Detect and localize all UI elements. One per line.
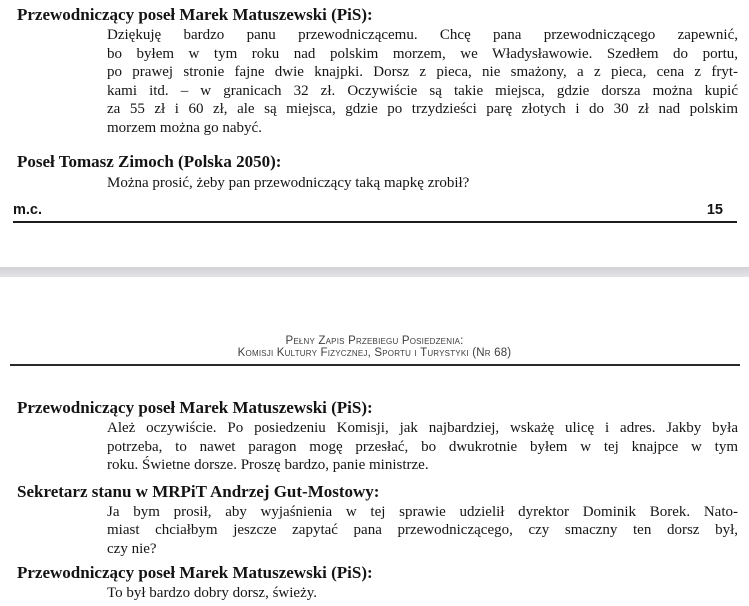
page-1-content (0, 4, 749, 193)
footer-initials: m.c. (13, 202, 43, 218)
paragraph-line: Dziękuję bardzo panu przewodniczącemu. Chcę pana przewodniczącego zapewnić, (107, 27, 738, 43)
speech-paragraph (107, 584, 738, 603)
running-header-line-2: Komisji Kultury Fizycznej, Sportu i Turystyki (Nr 68) (237, 347, 512, 359)
speaker-heading: Sekretarz stanu w MRPiT Andrzej Gut-Mostowy: (17, 481, 380, 501)
running-header (0, 335, 749, 359)
paragraph-line: roku. Świetne dorsze. Proszę bardzo, panie ministrze. (107, 457, 429, 473)
paragraph-line: morzem można go nabyć. (107, 119, 262, 136)
paragraph-line: miast chciałbym jeszcze zapytać pana przewodniczącego, czy smaczny ten dorsz był, (107, 522, 738, 538)
paragraph-line: bo byłem w tym roku nad polskim morzem, we Władysławowie. Szedłem do portu, (107, 45, 738, 62)
paragraph-line: Ja bym prosił, aby wyjaśnienia w tej sprawie udzielił dyrektor Dominik Borek. Nato- (107, 503, 738, 520)
speech-paragraph (107, 26, 738, 137)
running-header-line-1: Pełny Zapis Przebiegu Posiedzenia: (285, 335, 464, 347)
speaker-heading: Przewodniczący poseł Marek Matuszewski (PiS): (17, 563, 373, 582)
paragraph-line: Ależ oczywiście. Po posiedzeniu Komisji, jak najbardziej, wskażę ulicę i adres. Jakby była (107, 420, 738, 436)
header-rule (10, 364, 740, 366)
paragraph-line: To był bardzo dobry dorsz, świeży. (107, 585, 318, 601)
page-number: 15 (706, 202, 723, 218)
paragraph-line: Można prosić, żeby pan przewodniczący taką mapkę zrobił? (107, 175, 470, 191)
speech-paragraph (107, 503, 738, 559)
speech-paragraph (107, 419, 738, 475)
speaker-heading: Poseł Tomasz Zimoch (Polska 2050): (17, 152, 282, 171)
speaker-heading: Przewodniczący poseł Marek Matuszewski (PiS): (17, 398, 373, 417)
page-2-content (0, 397, 749, 603)
paragraph-line: za 55 zł i 60 zł, ale są miejsca, gdzie po trzydzieści parę złotych i do 30 zł nad polskim (107, 101, 738, 117)
page-separator (0, 267, 749, 277)
page-1 (0, 0, 749, 267)
speech-paragraph (107, 174, 738, 193)
paragraph-line: czy nie? (107, 540, 157, 557)
paragraph-line: po prawej stronie fajne dwie knajpki. Dorsz z pieca, nie smażony, a z pieca, cena z fryt- (107, 64, 738, 80)
paragraph-line: potrzeba, to nawet paragon mogę przesłać, bo dwukrotnie byłem w tej knajpce w tym (107, 438, 738, 455)
speaker-heading: Przewodniczący poseł Marek Matuszewski (PiS): (17, 5, 373, 24)
paragraph-line: kami itd. – w granicach 32 zł. Oczywiście są takie miejsca, gdzie dorsza można kupić (107, 82, 738, 99)
page-footer (13, 203, 737, 223)
page-2 (0, 277, 749, 606)
